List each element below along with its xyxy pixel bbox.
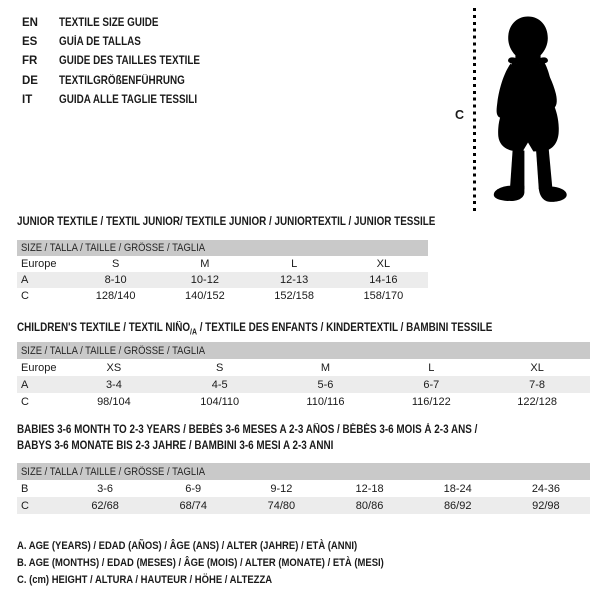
language-code: ES (22, 35, 38, 48)
table-cell: 122/128 (517, 395, 557, 408)
table-header-row (17, 342, 590, 359)
table-cell: 3-6 (97, 482, 114, 495)
table-cell: B (21, 482, 29, 495)
size-header-label: SIZE / TALLA / TAILLE / GRÖSSE / TAGLIA (21, 242, 206, 254)
table-cell: C (17, 497, 61, 514)
table-cell: S (111, 258, 120, 270)
table-cell: 62/68 (61, 497, 149, 514)
language-guide (22, 13, 223, 109)
language-row-de (22, 71, 223, 90)
height-measure-label: C (455, 108, 465, 122)
footnote-c (17, 572, 444, 589)
language-row-en (22, 13, 223, 32)
footnote-text: B. AGE (MONTHS) / EDAD (MESES) / ÂGE (MOIS) / ALTER (MONATE) / ETÀ (MESI) (17, 556, 384, 569)
title-subscript: /A (190, 327, 197, 337)
table-row (17, 376, 590, 393)
table-cell: 9-12 (270, 482, 293, 495)
table-cell: 104/110 (200, 395, 240, 408)
table-cell: M (320, 361, 331, 374)
height-dotted-line (473, 8, 476, 214)
table-cell: 14-16 (339, 272, 428, 288)
table-cell: 86/92 (414, 497, 502, 514)
table-cell: 18-24 (443, 482, 472, 495)
table-cell: A (17, 272, 71, 288)
table-cell: 6-9 (185, 482, 202, 495)
size-header-label: SIZE / TALLA / TAILLE / GRÖSSE / TAGLIA (21, 344, 206, 357)
table-cell: 116/122 (411, 395, 451, 408)
table-row (17, 256, 428, 272)
table-cell: 110/116 (306, 395, 345, 408)
language-text: TEXTILE SIZE GUIDE (59, 16, 159, 29)
size-header-label: SIZE / TALLA / TAILLE / GRÖSSE / TAGLIA (21, 465, 206, 478)
table-cell: XS (106, 361, 122, 374)
section-title-babies-line1 (17, 424, 552, 436)
section-title-junior (17, 216, 503, 228)
table-header-row (17, 463, 590, 480)
baby-silhouette-icon (483, 9, 573, 213)
footnote-b (17, 555, 444, 572)
section-title-text: CHILDREN'S TEXTILE / TEXTIL $NIÑO_{/A}$ / TEXTILE DES ENFANTS / KINDERTEXTIL / BAMBINI TESSILE (17, 322, 493, 337)
language-code: EN (22, 16, 38, 29)
footnote-text: A. AGE (YEARS) / EDAD (AÑOS) / ÂGE (ANS) / ALTER (JAHRE) / ETÀ (ANNI) (17, 540, 358, 552)
table-row (17, 480, 590, 497)
table-cell: 4-5 (167, 376, 273, 393)
table-cell: A (17, 376, 61, 393)
section-title-text: BABYS 3-6 MONATE BIS 2-3 JAHRE / BAMBINI 3-6 MESI A 2-3 ANNI (17, 440, 334, 452)
table-cell: 24-36 (531, 482, 560, 495)
table-cell: C (21, 290, 29, 302)
table-cell: XL (530, 361, 544, 374)
section-title-text: JUNIOR TEXTILE / TEXTIL JUNIOR/ TEXTILE JUNIOR / JUNIORTEXTIL / JUNIOR TESSILE (17, 216, 436, 228)
table-row (17, 359, 590, 376)
table-cell: 74/80 (237, 497, 325, 514)
table-cell: 5-6 (273, 376, 379, 393)
table-row (17, 497, 590, 514)
table-cell: 128/140 (95, 290, 136, 302)
table-cell: 3-4 (61, 376, 167, 393)
section-title-children (17, 322, 570, 336)
language-text: GUIDA ALLE TAGLIE TESSILI (59, 93, 198, 106)
table-cell: Europe (21, 361, 57, 374)
footnote-text: C. (cm) HEIGHT / ALTURA / HAUTEUR / HÖHE / ALTEZZA (17, 573, 273, 586)
table-row (17, 288, 428, 304)
section-title-babies-line2 (17, 440, 385, 452)
table-cell: 98/104 (97, 395, 131, 408)
language-text: TEXTILGRÖßENFÜHRUNG (59, 74, 185, 87)
table-header-row (17, 240, 428, 256)
table-row (17, 393, 590, 410)
language-row-fr (22, 52, 223, 71)
table-cell: 6-7 (378, 376, 484, 393)
table-cell: 80/86 (325, 497, 413, 514)
table-cell: 12-13 (250, 272, 339, 288)
language-row-it (22, 90, 223, 109)
language-text: GUIDE DES TAILLES TEXTILE (59, 55, 201, 68)
language-row-es (22, 32, 223, 51)
table-cell: 152/158 (274, 290, 314, 302)
table-cell: 158/170 (363, 290, 404, 302)
table-cell: C (21, 395, 29, 408)
table-cell: L (428, 361, 435, 374)
language-text: GUÍA DE TALLAS (59, 35, 141, 48)
section-title-text: BABIES 3-6 MONTH TO 2-3 YEARS / BEBÉS 3-6 MESES A 2-3 AÑOS / BÉBÉS 3-6 MOIS À 2-3 ANS / (17, 424, 478, 436)
table-cell: 8-10 (71, 272, 160, 288)
table-cell: 10-12 (160, 272, 249, 288)
size-table-children (17, 342, 590, 410)
footnotes (17, 538, 444, 588)
table-cell: 140/152 (184, 290, 225, 302)
table-cell: 68/74 (149, 497, 237, 514)
language-code: FR (22, 55, 38, 68)
table-cell: 92/98 (502, 497, 590, 514)
language-code: IT (22, 93, 33, 106)
table-cell: 7-8 (484, 376, 590, 393)
table-cell: S (216, 361, 224, 374)
table-cell: XL (376, 258, 391, 270)
size-table-babies (17, 463, 590, 514)
table-cell: L (291, 258, 298, 270)
table-cell: 12-18 (355, 482, 384, 495)
table-cell: M (200, 258, 210, 270)
footnote-a (17, 538, 444, 555)
size-table-junior (17, 240, 428, 304)
table-row (17, 272, 428, 288)
table-cell: Europe (21, 258, 57, 270)
language-code: DE (22, 74, 38, 87)
